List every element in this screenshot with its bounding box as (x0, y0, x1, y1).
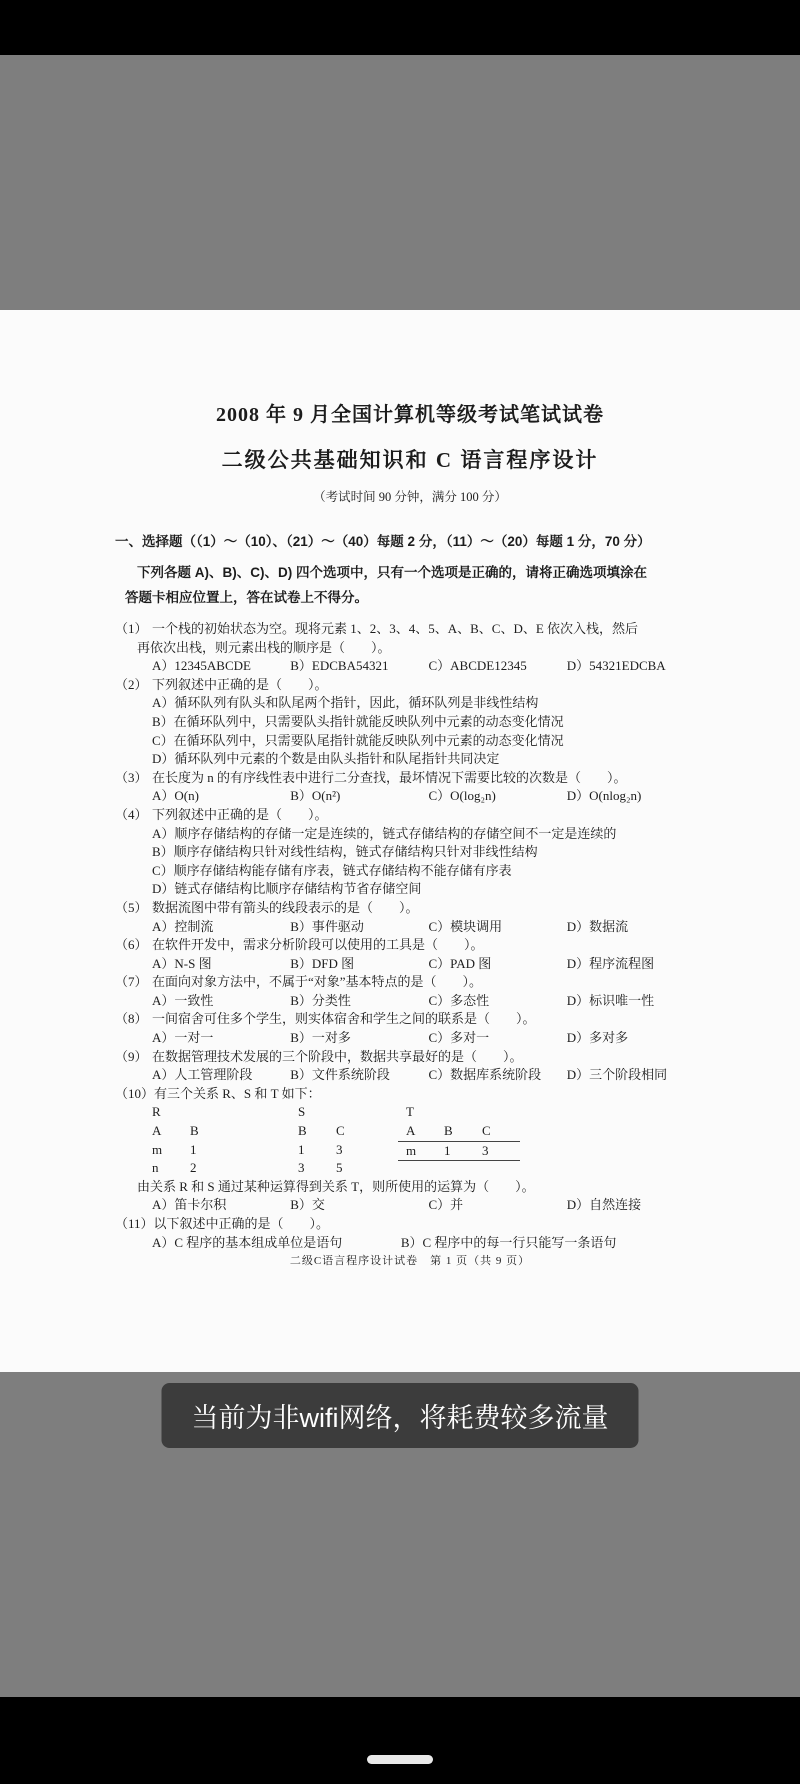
question (115, 1085, 705, 1215)
relation-rows (398, 1141, 520, 1162)
option: B）文件系统阶段 (290, 1067, 390, 1083)
option: B）分类性 (290, 992, 351, 1008)
relation-header-row (152, 1122, 228, 1141)
option: B）事件驱动 (290, 918, 364, 934)
option: B）顺序存储结构只针对线性结构，链式存储结构只针对非线性结构 (152, 844, 538, 860)
home-indicator[interactable] (367, 1755, 433, 1764)
options-row (152, 1066, 705, 1085)
question-text: （8） 一间宿舍可住多个学生，则实体宿舍和学生之间的联系是（ ）。 (152, 1010, 705, 1029)
data-cell: 3 (298, 1160, 305, 1176)
option: B）一对多 (290, 1030, 351, 1046)
options-row (152, 657, 705, 676)
option: B）DFD 图 (290, 955, 355, 971)
page-footer: 二级C语言程序设计试卷 第 1 页（共 9 页） (289, 1255, 531, 1268)
relation-name: T (406, 1104, 414, 1120)
question-number: （5） (115, 899, 148, 915)
header-cell: C (336, 1123, 345, 1139)
header-cell: C (482, 1123, 491, 1139)
option: A）一致性 (152, 992, 214, 1008)
data-cell: 1 (190, 1141, 197, 1157)
question (115, 769, 705, 806)
question-number: （3） (115, 769, 148, 785)
option: B）在循环队列中，只需要队头指针就能反映队列中元素的动态变化情况 (152, 713, 564, 729)
question (115, 1215, 705, 1252)
relation-rows (152, 1141, 228, 1178)
relation-row (406, 1142, 520, 1161)
question-number: （1） (115, 621, 148, 636)
questions (115, 620, 705, 1252)
relation-name: S (298, 1104, 306, 1120)
relation-rows (298, 1141, 374, 1178)
option: A）N-S 图 (152, 955, 212, 971)
options-row (152, 1029, 705, 1048)
question-number: （9） (115, 1048, 148, 1064)
toast-message: 当前为非wifi网络，将耗费较多流量 (191, 1403, 609, 1433)
relation-row (152, 1141, 228, 1160)
toast-notification (162, 1383, 639, 1448)
question-text: （7） 在面向对象方法中，不属于“对象”基本特点的是（ ）。 (152, 973, 705, 992)
question-text: （6） 在软件开发中，需求分析阶段可以使用的工具是（ ）。 (152, 936, 705, 955)
question-number: （7） (115, 974, 148, 990)
header-cell: A (152, 1123, 162, 1139)
question-text: （3） 在长度为 n 的有序线性表中进行二分查找，最坏情况下需要比较的次数是（ ）。 (152, 769, 705, 788)
data-cell: 2 (190, 1160, 197, 1176)
data-cell: 1 (298, 1141, 305, 1157)
options-row (152, 787, 705, 806)
option: A）顺序存储结构的存储一定是连续的，链式存储结构的存储空间不一定是连续的 (152, 825, 617, 841)
question (115, 676, 705, 769)
question-number: （11） (115, 1216, 154, 1231)
option: A）C 程序的基本组成单位是语句 (152, 1234, 343, 1250)
header-cell: A (406, 1123, 416, 1139)
exam-subtitle: 二级公共基础知识和 C 语言程序设计 (221, 448, 599, 472)
header-cell: B (444, 1123, 453, 1139)
relation-header-row (406, 1122, 520, 1141)
option: A）人工管理阶段 (152, 1067, 253, 1083)
relations-table (152, 1103, 705, 1177)
option: C）PAD 图 (428, 955, 492, 971)
option: A）控制流 (152, 918, 214, 934)
question-number: （8） (115, 1011, 148, 1027)
options-row (152, 918, 705, 937)
options-row (152, 1196, 705, 1215)
option: B）O(n²) (290, 788, 341, 804)
data-cell: 3 (482, 1142, 489, 1158)
data-cell: 3 (336, 1141, 343, 1157)
option: C）ABCDE12345 (428, 658, 527, 674)
option: D）O(nlog₂n) (566, 788, 642, 804)
relation-r (152, 1103, 228, 1177)
relation-row (298, 1141, 374, 1160)
question-number: （4） (115, 806, 148, 822)
relation-name: R (152, 1104, 161, 1120)
option: A）笛卡尔积 (152, 1197, 227, 1213)
option: D）54321EDCBA (566, 658, 666, 674)
option: C）数据库系统阶段 (428, 1067, 542, 1083)
option: C）并 (428, 1197, 464, 1213)
option: B）交 (290, 1197, 325, 1213)
options-row (152, 992, 705, 1011)
option: C）O(log₂n) (428, 788, 496, 804)
question-number: （2） (115, 676, 148, 692)
question (115, 936, 705, 973)
option: A）循环队列有队头和队尾两个指针，因此，循环队列是非线性结构 (152, 695, 539, 711)
question (115, 806, 705, 899)
option: D）链式存储结构比顺序存储结构节省存储空间 (152, 881, 422, 897)
status-bar-top (0, 0, 800, 55)
data-cell: m (152, 1141, 163, 1157)
question-text: （1） 一个栈的初始状态为空。现将元素 1、2、3、4、5、A、B、C、D、E 依次入栈，然后 (152, 620, 705, 639)
navigation-bar-bottom (0, 1697, 800, 1784)
option: D）三个阶段相同 (566, 1067, 668, 1083)
data-cell: n (152, 1160, 159, 1176)
option: D）标识唯一性 (566, 992, 655, 1008)
question-text: （2） 下列叙述中正确的是（ ）。 (152, 676, 705, 695)
question-text: （5） 数据流图中带有箭头的线段表示的是（ ）。 (152, 899, 705, 918)
option: D）循环队列中元素的个数是由队头指针和队尾指针共同决定 (152, 751, 500, 767)
option: D）多对多 (566, 1030, 629, 1046)
question-text: 再依次出栈，则元素出栈的顺序是（ ）。 (137, 639, 391, 655)
header-cell: B (298, 1123, 307, 1139)
question (115, 620, 705, 676)
question (115, 899, 705, 936)
data-cell: 1 (444, 1142, 451, 1158)
exam-info: （考试时间 90 分钟，满分 100 分） (313, 490, 507, 504)
option: A）一对一 (152, 1030, 214, 1046)
relation-t (406, 1103, 520, 1161)
question (115, 1048, 705, 1085)
option: B）C 程序中的每一行只能写一条语句 (400, 1234, 617, 1250)
instruction-line: 下列各题 A)、B)、C)、D) 四个选项中，只有一个选项是正确的，请将正确选项填涂在 (137, 565, 647, 580)
option: C）顺序存储结构能存储有序表，链式存储结构不能存储有序表 (152, 862, 512, 878)
document-content (0, 398, 800, 1268)
question-text: （9） 在数据管理技术发展的三个阶段中，数据共享最好的是（ ）。 (152, 1048, 705, 1067)
data-cell: 5 (336, 1160, 343, 1176)
instruction-line: 答题卡相应位置上，答在试卷上不得分。 (125, 590, 368, 605)
option: C）多对一 (428, 1030, 490, 1046)
options-row (152, 1234, 705, 1253)
section-heading: 一、选择题（（1）～（10）、（21）～（40）每题 2 分，（11）～（20）每题 1 分，70 分） (115, 534, 651, 549)
option: D）数据流 (566, 918, 629, 934)
option: C）模块调用 (428, 918, 503, 934)
question-text: （10）有三个关系 R、S 和 T 如下： (152, 1085, 705, 1104)
question (115, 973, 705, 1010)
question-number: （6） (115, 937, 148, 953)
question-text: （11）以下叙述中正确的是（ ）。 (152, 1215, 705, 1234)
option: B）EDCBA54321 (290, 658, 389, 674)
relation-row (152, 1159, 228, 1178)
exam-title: 2008 年 9 月全国计算机等级考试笔试试卷 (216, 404, 604, 426)
options-row (152, 955, 705, 974)
option: A）12345ABCDE (152, 658, 251, 674)
question-text: 由关系 R 和 S 通过某种运算得到关系 T，则所使用的运算为（ ）。 (137, 1178, 535, 1194)
relation-s (298, 1103, 374, 1177)
relation-row (298, 1159, 374, 1178)
option: C）在循环队列中，只需要队尾指针就能反映队列中元素的动态变化情况 (152, 732, 564, 748)
option: D）程序流程图 (566, 955, 655, 971)
data-cell: m (406, 1142, 417, 1158)
question-number: （10） (115, 1085, 155, 1101)
option: C）多态性 (428, 992, 490, 1008)
relation-header-row (298, 1122, 374, 1141)
option: D）自然连接 (566, 1197, 642, 1213)
document-page[interactable] (0, 310, 800, 1372)
option: A）O(n) (152, 788, 199, 804)
header-cell: B (190, 1123, 199, 1139)
question (115, 1010, 705, 1047)
question-text: （4） 下列叙述中正确的是（ ）。 (152, 806, 705, 825)
